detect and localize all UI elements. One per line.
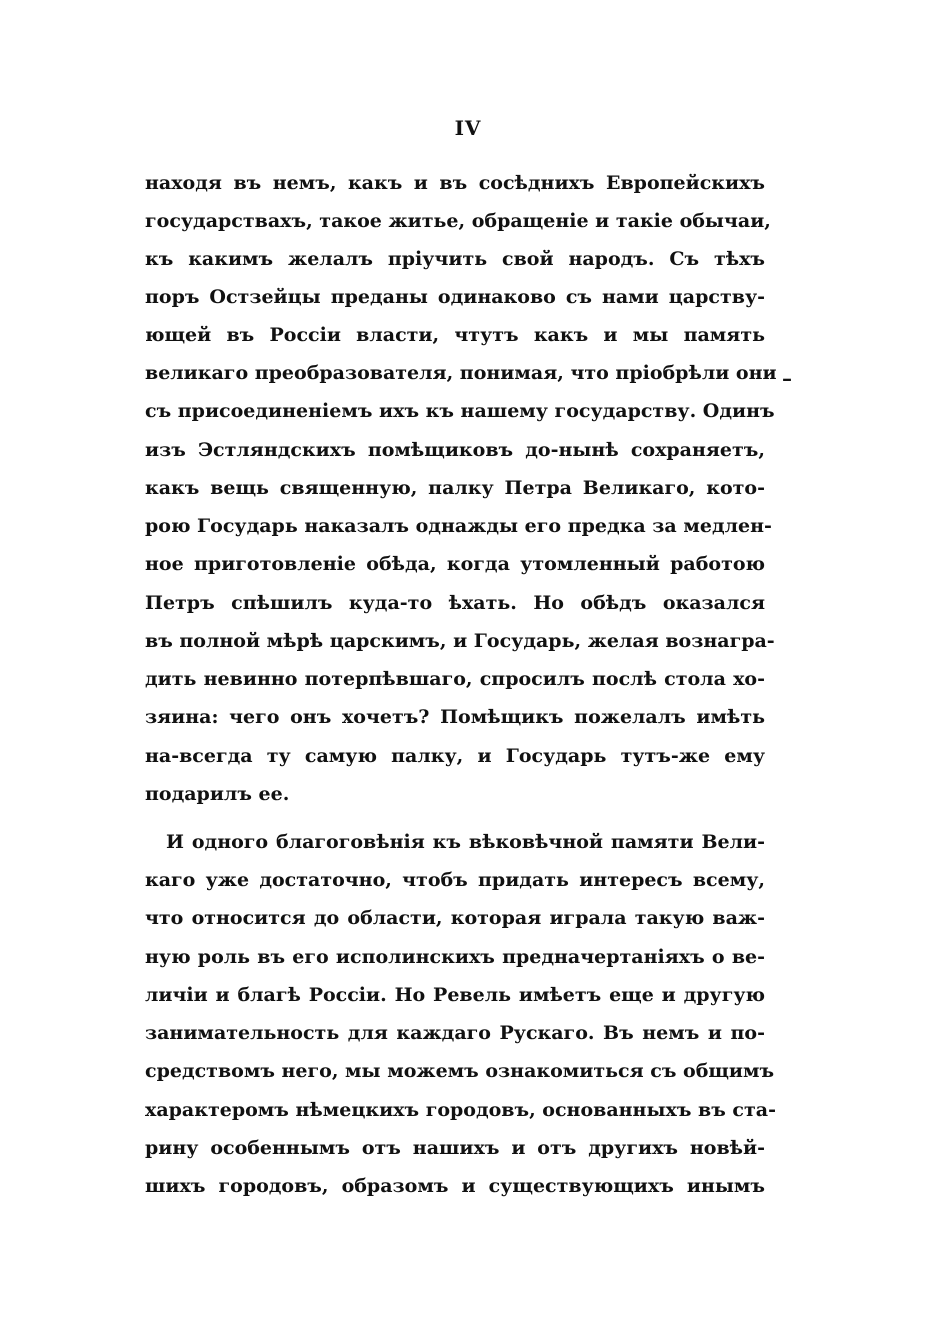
text-line: поръ Остзейцы преданы одинаково съ нами царству- [145,286,765,308]
text-line: шихъ городовъ, образомъ и существующихъ инымъ [145,1175,765,1197]
margin-mark: – [782,366,792,390]
text-line: рою Государь наказалъ однажды его предка за медлен- [145,515,772,537]
text-line: характеромъ нѣмецкихъ городовъ, основанныхъ въ ста- [145,1099,776,1121]
text-line: ное приготовленіе обѣда, когда утомленный работою [145,553,765,575]
text-line: Петръ спѣшилъ куда-то ѣхать. Но обѣдъ оказался [145,592,765,614]
text-line: каго уже достаточно, чтобъ придать интересъ всему, [145,869,765,891]
text-line: изъ Эстляндскихъ помѣщиковъ до-нынѣ сохраняетъ, [145,439,765,461]
text-line: къ какимъ желалъ пріучить свой народъ. Съ тѣхъ [145,248,765,270]
text-line: зяина: чего онъ хочетъ? Помѣщикъ пожелалъ имѣть [145,706,765,728]
text-line: находя въ немъ, какъ и въ сосѣднихъ Европейскихъ [145,172,765,194]
text-line: ющей въ Россіи власти, чтутъ какъ и мы память [145,324,765,346]
text-line: занимательность для каждаго Рускаго. Въ немъ и по- [145,1022,765,1044]
text-line: на-всегда ту самую палку, и Государь тутъ-же ему [145,745,765,767]
text-line: личіи и благѣ Россіи. Но Ревель имѣетъ еще и другую [145,984,765,1006]
text-line: въ полной мѣрѣ царскимъ, и Государь, желая вознагра- [145,630,775,652]
text-line: государствахъ, такое житье, обращеніе и такіе обычаи, [145,210,771,232]
text-line: что относится до области, которая играла такую важ- [145,907,765,929]
text-line: какъ вещь священную, палку Петра Великаго, кото- [145,477,765,499]
text-line: подарилъ ее. [145,783,290,805]
text-line: рину особеннымъ отъ нашихъ и отъ другихъ новѣй- [145,1137,765,1159]
text-line: дить невинно потерпѣвшаго, спросилъ послѣ стола хо- [145,668,765,690]
page-number: IV [454,116,482,140]
text-line: великаго преобразователя, понимая, что пріобрѣли они [145,362,777,384]
text-line: ную роль въ его исполинскихъ предначертаніяхъ о ве- [145,946,765,968]
text-line: средствомъ него, мы можемъ ознакомиться съ общимъ [145,1060,775,1082]
text-line: И одного благоговѣнія къ вѣковѣчной памяти Вели- [166,831,765,853]
text-line: съ присоединеніемъ ихъ къ нашему государству. Одинъ [145,400,775,422]
